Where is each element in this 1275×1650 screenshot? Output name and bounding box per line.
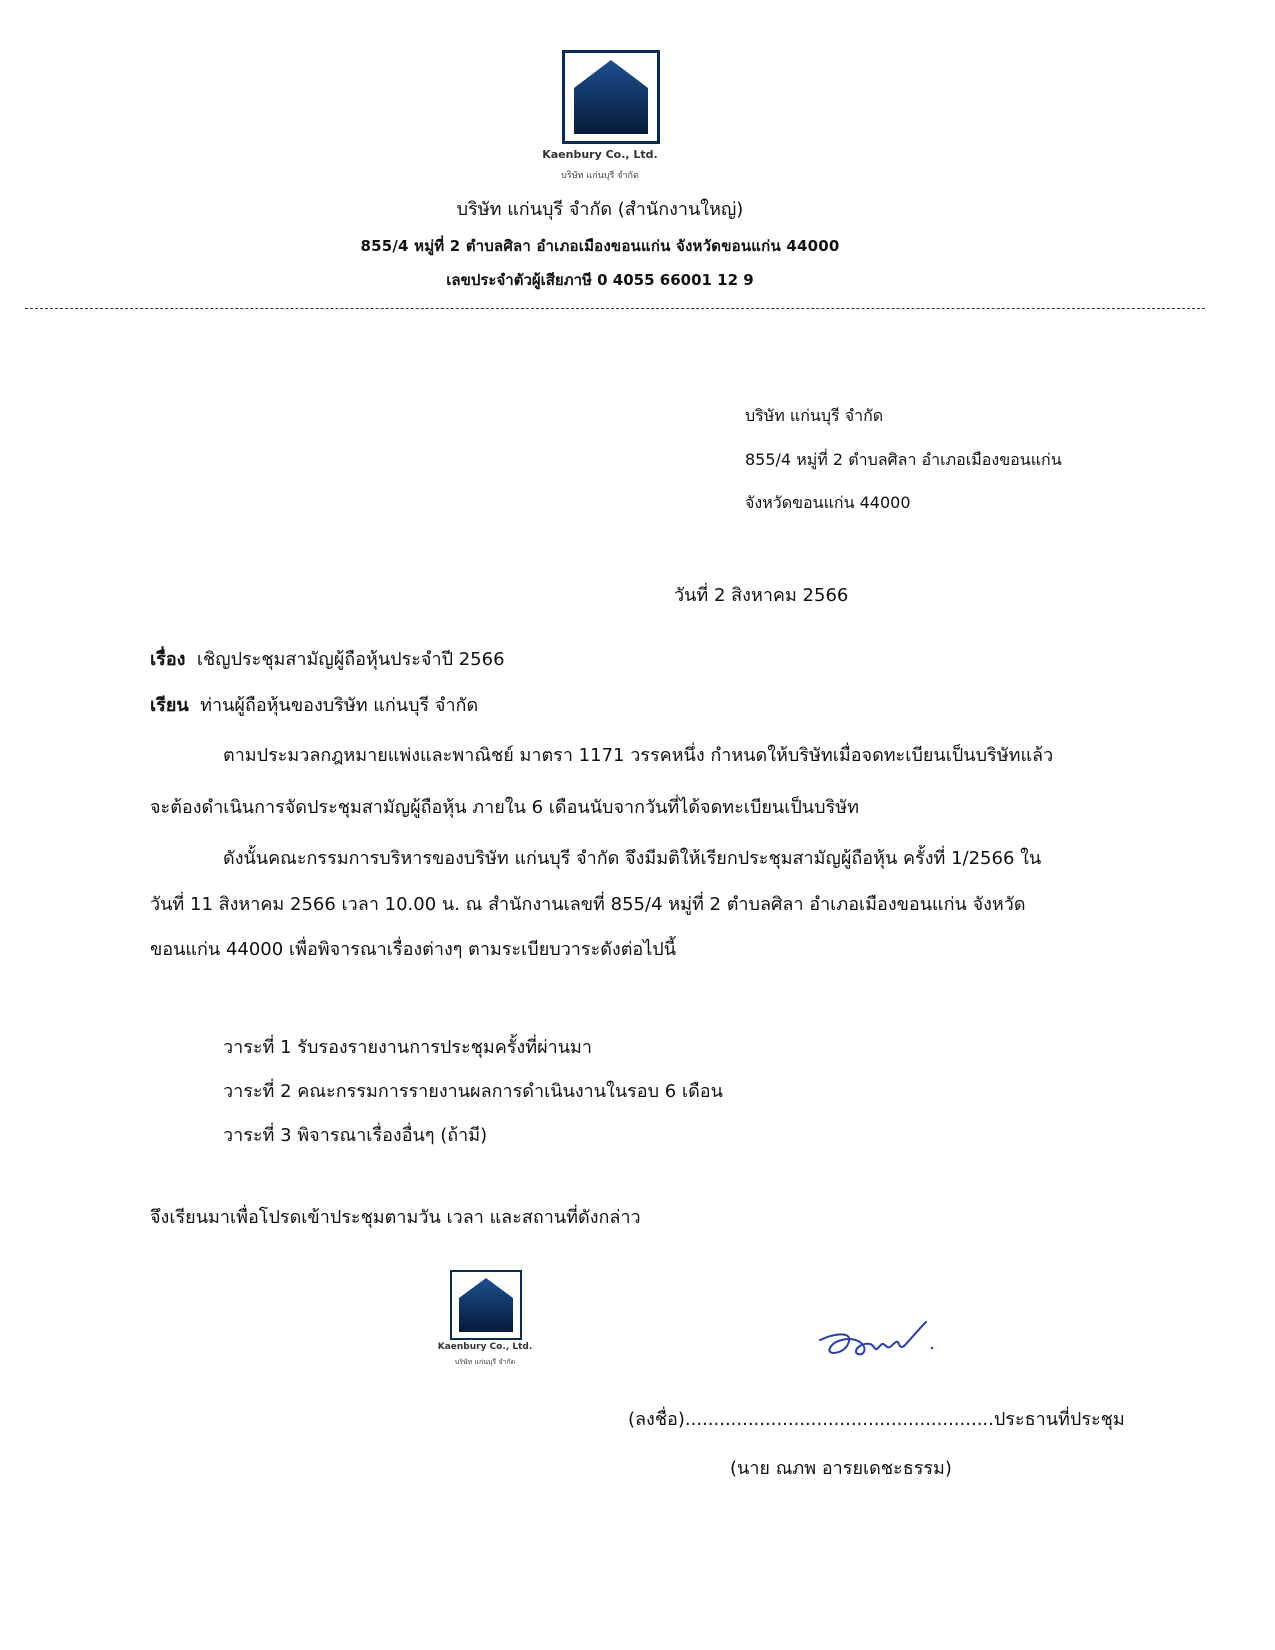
signatory-name: (นาย ณภพ อารยเดชะธรรม): [730, 1458, 952, 1479]
agenda-item-3: วาระที่ 3 พิจารณาเรื่องอื่นๆ (ถ้ามี): [223, 1125, 488, 1146]
agenda-item-2: วาระที่ 2 คณะกรรมการรายงานผลการดำเนินงานในรอบ 6 เดือน: [223, 1081, 723, 1102]
paragraph-2-line-1: ดังนั้นคณะกรรมการบริหารของบริษัท แก่นบุรี จำกัด จึงมีมติให้เรียกประชุมสามัญผู้ถือหุ้น ครั้งที่ 1/2566 ใน: [223, 848, 1042, 869]
closing-sentence: จึงเรียนมาเพื่อโปรดเข้าประชุมตามวัน เวลา และสถานที่ดังกล่าว: [150, 1207, 641, 1228]
recipient-line-2: 855/4 หมู่ที่ 2 ตำบลศิลา อำเภอเมืองขอนแก่น: [745, 450, 1062, 469]
company-address: 855/4 หมู่ที่ 2 ตำบลศิลา อำเภอเมืองขอนแก่น จังหวัดขอนแก่น 44000: [360, 237, 840, 255]
company-logo: [562, 50, 660, 144]
signature-line: (ลงชื่อ)......................................................ประธานที่ประชุม: [628, 1409, 1125, 1430]
to-line: [150, 694, 478, 718]
logo-company-name-th: บริษัท แก่นบุรี จำกัด: [561, 171, 639, 181]
seal-company-name-th: บริษัท แก่นบุรี จำกัด: [454, 1358, 516, 1366]
paragraph-1-line-1: ตามประมวลกฎหมายแพ่งและพาณิชย์ มาตรา 1171 วรรคหนึ่ง กำหนดให้บริษัทเมื่อจดทะเบียนเป็นบริษัทแล้ว: [223, 745, 1054, 766]
recipient-line-1: บริษัท แก่นบุรี จำกัด: [745, 406, 884, 425]
company-name-heading: บริษัท แก่นบุรี จำกัด (สำนักงานใหญ่): [456, 199, 744, 220]
house-seal-icon: [457, 1276, 515, 1334]
subject-text: เชิญประชุมสามัญผู้ถือหุ้นประจำปี 2566: [196, 649, 505, 670]
handwritten-signature: [818, 1318, 948, 1364]
paragraph-2-line-3: ขอนแก่น 44000 เพื่อพิจารณาเรื่องต่างๆ ตามระเบียบวาระดังต่อไปนี้: [150, 939, 677, 960]
letter-date: วันที่ 2 สิงหาคม 2566: [674, 585, 849, 606]
seal-company-name-en: Kaenbury Co., Ltd.: [437, 1342, 533, 1352]
to-label: เรียน: [150, 695, 189, 716]
subject-line: [150, 648, 505, 672]
recipient-line-3: จังหวัดขอนแก่น 44000: [745, 493, 911, 512]
paragraph-1-line-2: จะต้องดำเนินการจัดประชุมสามัญผู้ถือหุ้น ภายใน 6 เดือนนับจากวันที่ได้จดทะเบียนเป็นบริษัท: [150, 797, 859, 818]
to-text: ท่านผู้ถือหุ้นของบริษัท แก่นบุรี จำกัด: [200, 695, 479, 716]
tax-id: เลขประจำตัวผู้เสียภาษี 0 4055 66001 12 9: [446, 271, 754, 289]
subject-label: เรื่อง: [150, 649, 186, 670]
agenda-item-1: วาระที่ 1 รับรองรายงานการประชุมครั้งที่ผ่านมา: [223, 1037, 593, 1058]
company-seal: [450, 1270, 522, 1340]
paragraph-2-line-2: วันที่ 11 สิงหาคม 2566 เวลา 10.00 น. ณ สำนักงานเลขที่ 855/4 หมู่ที่ 2 ตำบลศิลา อำเภอเมืองขอนแก่น จังหวัด: [150, 894, 1026, 915]
header-divider: [25, 308, 1205, 309]
house-logo-icon: [572, 58, 650, 136]
logo-company-name-en: Kaenbury Co., Ltd.: [542, 148, 658, 161]
